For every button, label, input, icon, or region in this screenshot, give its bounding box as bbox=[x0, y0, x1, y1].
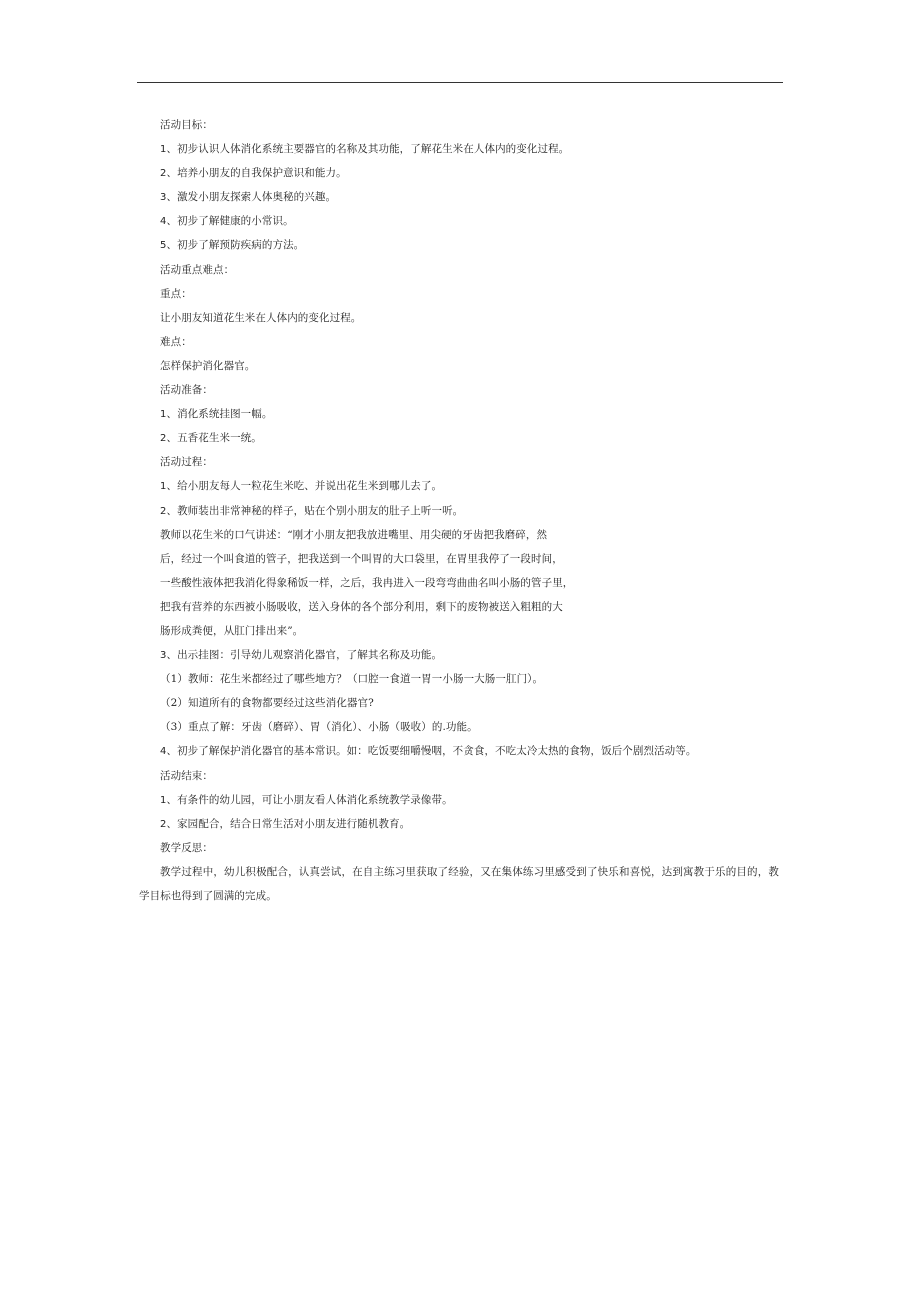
line-text: （2）知道所有的食物都要经过这些消化器官? bbox=[160, 697, 374, 710]
text-line bbox=[160, 667, 800, 691]
line-text: 肠形成粪便，从肛门排出来”。 bbox=[160, 624, 304, 637]
item-number: 1 bbox=[160, 409, 167, 421]
item-number: 1 bbox=[160, 794, 167, 806]
item-number: 2 bbox=[160, 818, 167, 830]
text-line bbox=[160, 836, 800, 860]
line-text: 、有条件的幼儿园，可让小朋友看人体消化系统教学录像带。 bbox=[166, 793, 453, 806]
reflection-paragraph: 教学过程中，幼儿积极配合，认真尝试，在自主练习里获取了经验，又在集体练习里感受到了快乐和喜悦，达到寓教于乐的目的，教学目标也得到了圆满的完成。 bbox=[139, 865, 779, 902]
line-text: 、初步了解保护消化器官的基本常识。如：吃饭要细嚼慢咽，不贪食，不吃太冷太热的食物，饭后个剧烈活动等。 bbox=[166, 745, 697, 758]
text-line bbox=[160, 715, 800, 739]
line-text: 活动过程： bbox=[160, 456, 213, 469]
text-line bbox=[160, 595, 800, 619]
text-line bbox=[160, 113, 800, 137]
text-line bbox=[160, 354, 800, 378]
header-rule bbox=[137, 82, 783, 83]
line-text: 、消化系统挂图一幅。 bbox=[166, 408, 273, 421]
item-number: 1 bbox=[160, 144, 167, 156]
line-text: 、初步认识人体消化系统主要器官的名称及其功能，了解花生米在人体内的变化过程。 bbox=[166, 143, 570, 156]
text-line bbox=[160, 474, 800, 498]
line-text: 难点： bbox=[160, 335, 192, 348]
item-number: 3 bbox=[160, 650, 167, 662]
item-number: 1 bbox=[160, 481, 167, 493]
line-text: 、激发小朋友探索人体奥秘的兴趣。 bbox=[166, 191, 337, 204]
item-number: 5 bbox=[160, 240, 167, 252]
line-text: 活动重点难点： bbox=[160, 263, 235, 276]
text-line bbox=[160, 523, 800, 547]
text-line bbox=[160, 547, 800, 571]
text-line bbox=[160, 258, 800, 282]
item-number: 4 bbox=[160, 216, 167, 228]
document-body bbox=[139, 113, 800, 908]
item-number: 4 bbox=[160, 746, 167, 758]
text-line bbox=[160, 619, 800, 643]
line-text: 让小朋友知道花生米在人体内的变化过程。 bbox=[160, 311, 362, 324]
line-text: 、五香花生米一统。 bbox=[166, 432, 262, 445]
text-line bbox=[160, 185, 800, 209]
line-text: 活动结束： bbox=[160, 769, 213, 782]
item-number: 2 bbox=[160, 168, 167, 180]
line-text: （3）重点了解：牙齿（磨碎）、胃（消化）、小肠（吸收）的.功能。 bbox=[160, 721, 478, 734]
line-text: 怎样保护消化器官。 bbox=[160, 359, 256, 372]
line-text: 活动目标： bbox=[160, 119, 213, 131]
text-line bbox=[160, 233, 800, 257]
text-line bbox=[160, 426, 800, 450]
text-line bbox=[160, 812, 800, 836]
text-line bbox=[160, 137, 800, 161]
text-line bbox=[160, 571, 800, 595]
line-text: 、培养小朋友的自我保护意识和能力。 bbox=[166, 167, 347, 180]
line-text: 、家园配合，结合日常生活对小朋友进行随机教育。 bbox=[166, 817, 411, 830]
line-text: 把我有营养的东西被小肠吸收，送入身体的各个部分利用，剩下的废物被送入粗粗的大 bbox=[160, 600, 563, 613]
line-text: 教学反思： bbox=[160, 841, 213, 854]
line-text: 后，经过一个叫食道的管子，把我送到一个叫胃的大口袋里，在胃里我停了一段时间， bbox=[160, 552, 563, 565]
text-line bbox=[160, 643, 800, 667]
item-number: 2 bbox=[160, 433, 167, 445]
text-line bbox=[160, 330, 800, 354]
text-line bbox=[160, 209, 800, 233]
text-line bbox=[160, 282, 800, 306]
text-line bbox=[160, 450, 800, 474]
line-text: 重点： bbox=[160, 287, 192, 300]
text-line bbox=[160, 378, 800, 402]
text-line bbox=[160, 499, 800, 523]
line-text: 活动准备： bbox=[160, 384, 213, 397]
line-text: 、初步了解健康的小常识。 bbox=[166, 215, 294, 228]
item-number: 2 bbox=[160, 505, 167, 517]
text-line bbox=[160, 306, 800, 330]
line-text: （1）教师：花生米都经过了哪些地方？（口腔一食道一胃一小肠一大肠一肛门）。 bbox=[160, 673, 544, 686]
line-text: 、教师装出非常神秘的样子，贴在个别小朋友的肚子上听一听。 bbox=[166, 504, 464, 517]
text-line bbox=[160, 739, 800, 763]
text-line bbox=[160, 402, 800, 426]
line-text: 、给小朋友每人一粒花生米吃、并说出花生米到哪儿去了。 bbox=[166, 480, 443, 493]
line-text: 、初步了解预防疾病的方法。 bbox=[166, 239, 305, 252]
line-text: 、出示挂图：引导幼儿观察消化器官，了解其名称及功能。 bbox=[166, 649, 443, 662]
text-line bbox=[160, 788, 800, 812]
item-number: 3 bbox=[160, 192, 167, 204]
text-line bbox=[160, 161, 800, 185]
text-line bbox=[160, 764, 800, 788]
line-text: 教师以花生米的口气讲述：“刚才小朋友把我放进嘴里、用尖硬的牙齿把我磨碎，然 bbox=[160, 528, 548, 541]
text-line bbox=[160, 691, 800, 715]
line-text: 一些酸性液体把我消化得象稀饭一样，之后，我冉进入一段弯弯曲曲名叫小肠的管子里， bbox=[160, 576, 574, 589]
